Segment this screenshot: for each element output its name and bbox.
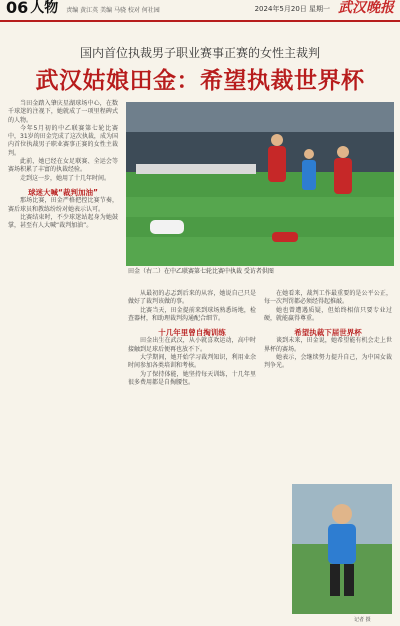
editor-credits: 责编 黄江英 美编 马骁 校对 何社园 [66, 7, 160, 14]
section-subhead: 希望执裁下届世界杯 [294, 328, 362, 338]
football-match-illustration [126, 102, 394, 266]
article-column-1 [8, 100, 118, 618]
page-number: 06 [6, 0, 29, 17]
match-photo [126, 102, 394, 266]
article-subtitle: 国内首位执裁男子职业赛事正赛的女性主裁判 [79, 46, 320, 60]
portrait-photo [292, 484, 392, 614]
paragraph: 谈到未来，田金说，她希望能有机会走上世界杯的赛场。 [264, 337, 392, 353]
paragraph: 田金出生在武汉，从小就喜欢运动，高中时接触到足球后便再也放不下。 [128, 337, 256, 353]
paragraph: 她表示，会继续努力提升自己，为中国女裁判争光。 [264, 354, 392, 370]
paragraph: 比赛当天，田金提前来到球场熟悉场地，检查器材，和助理裁判沟通配合细节。 [128, 306, 256, 322]
referee-portrait-illustration [292, 484, 392, 614]
paragraph: 今年5月初的中乙联赛第七轮比赛中，31岁的田金完成了这次执裁，成为国内首位执裁男子职业赛事正赛的女性主裁判。 [8, 124, 118, 157]
section-subhead: 球迷大喊“裁判加油” [28, 187, 98, 197]
paragraph: 大学期间，她开始学习裁判知识，利用业余时间参加各类培训和考核。 [128, 354, 256, 370]
section-name: 人物 [30, 0, 59, 16]
paragraph: 比赛结束时，不少球迷站起身为她鼓掌，甚至有人大喊“裁判加油”。 [8, 213, 118, 230]
photo-credit: 记者 摄 [354, 617, 371, 623]
paragraph: 从最初的忐忑到后来的从容，她说自己只是做好了裁判该做的事。 [128, 290, 256, 306]
article-headline: 武汉姑娘田金：希望执裁世界杯 [35, 67, 365, 94]
newspaper-logo: 武汉晚报 [338, 0, 394, 16]
section-subhead: 十几年里曾自掏训练 [158, 328, 226, 338]
paragraph: 走到这一步，她用了十几年时间。 [20, 174, 111, 182]
page-masthead [0, 0, 400, 22]
photo-caption: 田金（右二）在中乙联赛第七轮比赛中执裁 受访者供图 [128, 268, 274, 275]
paragraph: 她也曾遭遇质疑，但始终相信只要专业过硬，就能赢得尊重。 [264, 306, 392, 322]
issue-date: 2024年5月20日 星期一 [254, 5, 330, 13]
paragraph: 那场比赛，田金严格把控比赛节奏，赛后球员和教练纷纷对她表示认可。 [8, 197, 118, 213]
paragraph: 当田金踏入肇庆星湖球场中心，在数千球迷的注视下，她就成了一项里程碑式的人物。 [8, 100, 118, 124]
paragraph: 此前，她已经在女足联赛、全运会等赛场积累了丰富的执裁经验。 [8, 158, 118, 174]
article-column-2 [128, 290, 256, 620]
paragraph: 在她看来，裁判工作最重要的是公平公正，每一次判罚都必须经得起推敲。 [264, 290, 392, 306]
paragraph: 为了保持体能，她坚持每天训练，十几年里很多费用都是自掏腰包。 [128, 370, 256, 386]
